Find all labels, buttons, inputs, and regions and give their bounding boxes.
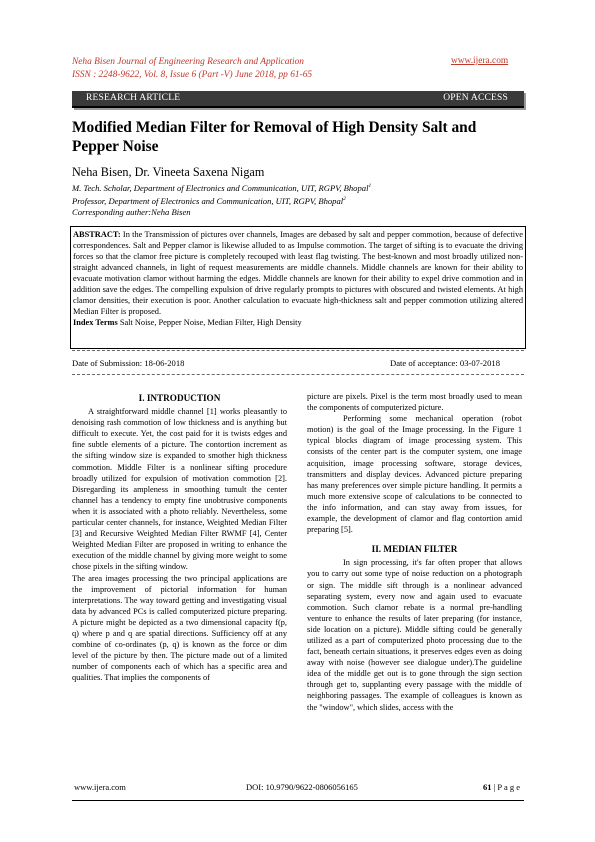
- journal-name: Neha Bisen Journal of Engineering Research and Application: [72, 57, 304, 67]
- divider: [72, 350, 524, 351]
- authors: Neha Bisen, Dr. Vineeta Saxena Nigam: [72, 165, 265, 179]
- affiliation-1: M. Tech. Scholar, Department of Electronics and Communication, UIT, RGPV, Bhopal$^1$: [72, 182, 372, 193]
- right-column: [307, 391, 522, 713]
- submission-date: Date of Submission: 18-06-2018: [72, 358, 185, 368]
- index-terms-label: Index Terms: [73, 318, 118, 328]
- paper-title: Modified Median Filter for Removal of High Density Salt and Pepper Noise: [72, 119, 477, 155]
- acceptance-date: Date of acceptance: 03-07-2018: [390, 358, 500, 368]
- footer-rule: [72, 800, 524, 801]
- abstract-box: [70, 226, 526, 349]
- col2-paragraph-2: Performing some mechanical operation (robot motion) is the goal of the Image processing. In the Figure 1 typical blocks diagram of image processing system. This consists of the center part is the computer system, one image acquisition, image processing software, storage devices, transmitters and display devices. Advanced picture preparing has many preferences over simple picture handling. It permits a much more extensive scope of calculations to be connected to the info information, and can stay away from issues, for example, the development of clamor and flag contortion amid preparing [5].: [307, 414, 522, 535]
- abstract-text: In the Transmission of pictures over channels, Images are debased by salt and pepper commotion, because of defective correspondences. Salt and Pepper clamor is likewise alluded to as Impulse commotion. The target of sifting is to evacuate the driving forces so that the clamor free picture is completely recouped with least flag twisting. The best-known and most broadly utilized non-straight advanced channels, in light of request measurements are middle channels. Middle channels are known for their ability to evacuate motivation clamor without harming the edges. Middle channels are known for their ability to expel drive commotion and in addition save the edges. The compelling expulsion of drive regularly prompts to pictures with obscured and twisted elements. At high clamor densities, their execution is poor. Another calculation to evacuate high-thickness salt and pepper commotion utilizing altered Median Filter is proposed.: [73, 230, 523, 317]
- open-access-label: OPEN ACCESS: [443, 93, 508, 103]
- journal-header: [72, 56, 312, 81]
- footer-doi: DOI: 10.9790/9622-0806056165: [246, 782, 358, 792]
- research-article-label: RESEARCH ARTICLE: [86, 93, 181, 103]
- col2-paragraph-1: picture are pixels. Pixel is the term most broadly used to mean the components of computerized picture.: [307, 392, 522, 413]
- median-filter-heading: II. MEDIAN FILTER: [371, 544, 458, 555]
- abstract-label: ABSTRACT:: [73, 230, 121, 239]
- divider: [72, 374, 524, 375]
- intro-paragraph-1: A straightforward middle channel [1] works pleasantly to denoising rash commotion of low thickness and is anything but difficult to execute. Yet, the cost paid for it is twists edges and fine subtle elements of a picture. The contortion increment as the sifting window size is expanded to smother high thickness commotion. Middle Filter is a nonlinear sifting procedure broadly utilized for expulsion of motivation commotion [2]. Disregarding its ampleness in smoothing tumult the center channel has a tendency to empty fine unobtrusive components when it is associated with a photo reliably. Nevertheless, some particular center channels, for instance, Weighted Median Filter [3] and Recursive Weighted Median Filter RWMF [4], Center Weighted Median Filter are proposed in writing to enhance the execution of the middle channel by giving more weight to some chose pixels in the sifting window.: [72, 407, 287, 572]
- footer-url-link[interactable]: www.ijera.com: [74, 782, 126, 792]
- index-terms: [73, 317, 523, 328]
- issn-line: ISSN : 2248-9622, Vol. 8, Issue 6 (Part -V) June 2018, pp 61-65: [72, 69, 313, 80]
- page-number: 61 | P a g e: [482, 782, 520, 792]
- left-column: [72, 393, 287, 683]
- page-footer: [72, 778, 524, 796]
- corresponding-author: Corresponding auther:Neha Bisen: [72, 207, 191, 218]
- affiliation-2: Professor, Department of Electronics and Communication, UIT, RGPV, Bhopal$^2$: [72, 195, 346, 206]
- affiliations: [72, 181, 524, 218]
- journal-url-link[interactable]: www.ijera.com: [451, 56, 509, 66]
- intro-paragraph-2: The area images processing the two principal applications are the improvement of pictorial information for human interpretations. The way toward getting and investigating visual data by advanced PCs is called computerized picture preparing. A picture might be depicted as a two dimensional capacity f(p, q) where p and q are spatial directions. Sufficiency off at any combine of co-ordinates (p, q) is known as the force or dim level of the picture by then. The picture made out of a limited number of components each of which has a specific area and qualities. That implies the components of: [72, 573, 287, 683]
- article-type-banner: [72, 91, 524, 108]
- median-paragraph-1: In sign processing, it's far often proper that allows you to carry out some type of noise reduction on a photograph or sign. The middle sift through is a nonlinear advanced separating system, every now and again used to evacuate commotion. Such clamor rebate is a normal pre-handling venture to enhance the results of later preparing (for instance, side location on a picture). Middle sifting could be generally utilized as a part of computerized photo processing due to the fact, beneath certain situations, it preserves edges even as doing away with noise (however see dialogue under).The guideline idea of the middle get out is to gone through the sign section through get to, supplanting every passage with the middle of neighboring passages. The example of colleagues is known as the "window", which slides, access with the: [307, 558, 522, 712]
- index-terms-text: Salt Noise, Pepper Noise, Median Filter, High Density: [117, 318, 302, 328]
- introduction-heading: I. INTRODUCTION: [138, 393, 221, 403]
